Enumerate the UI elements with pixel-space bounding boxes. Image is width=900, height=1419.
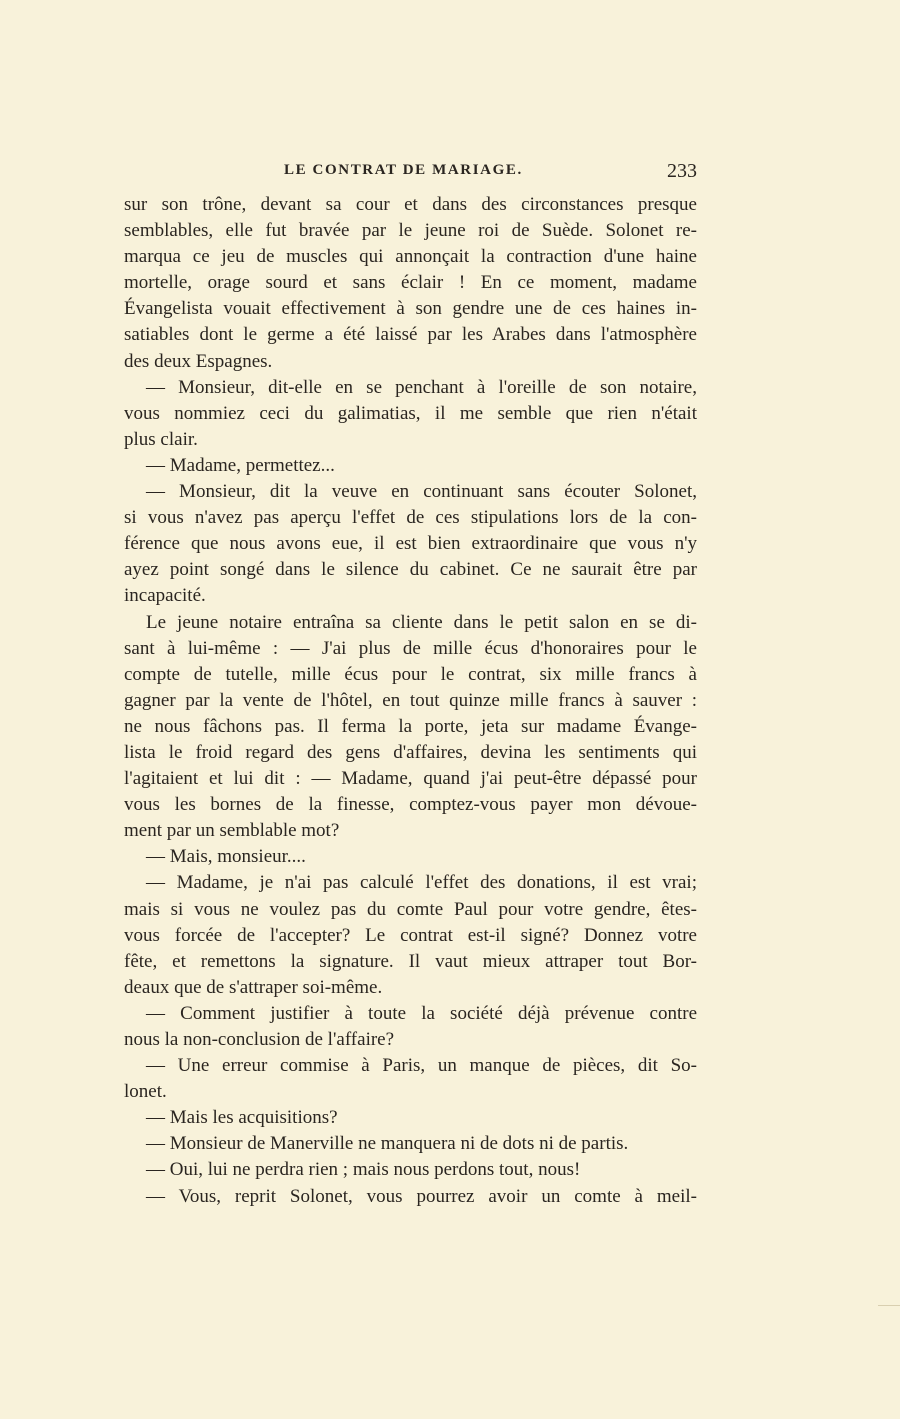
text-line: incapacité. [124, 585, 206, 607]
text-line: l'agitaient et lui dit : — Madame, quand j'ai peut-être dépassé pour [124, 768, 697, 790]
text-line: compte de tutelle, mille écus pour le contrat, six mille francs à [124, 663, 697, 685]
text-line: — Oui, lui ne perdra rien ; mais nous perdons tout, nous! [146, 1159, 581, 1181]
running-header [124, 160, 697, 186]
paragraph [124, 453, 697, 479]
text-line: — Monsieur, dit-elle en se penchant à l'oreille de son notaire, [146, 376, 697, 398]
text-line: — Mais, monsieur.... [146, 846, 306, 868]
paragraph [124, 610, 697, 845]
text-line: satiables dont le germe a été laissé par les Arabes dans l'atmosphère [124, 324, 697, 346]
paragraph [124, 844, 697, 870]
text-line: marqua ce jeu de muscles qui annonçait la contraction d'une haine [124, 246, 697, 268]
text-line: — Madame, permettez... [146, 454, 335, 476]
text-line: nous la non-conclusion de l'affaire? [124, 1029, 395, 1050]
text-line: ment par un semblable mot? [124, 820, 340, 842]
text-line: lonet. [124, 1081, 167, 1103]
text-line: gagner par la vente de l'hôtel, en tout quinze mille francs à sauver : [124, 689, 697, 711]
text-line: férence que nous avons eue, il est bien extraordinaire que vous n'y [124, 533, 697, 555]
page-body-text [124, 192, 697, 1210]
text-line: — Comment justifier à toute la société déjà prévenue contre [146, 1002, 697, 1024]
text-line: plus clair. [124, 428, 198, 450]
running-title: LE CONTRAT DE MARIAGE. [284, 162, 523, 178]
paragraph [124, 1157, 697, 1183]
page-number: 233 [667, 160, 697, 182]
paragraph [124, 375, 697, 453]
text-line: fête, et remettons la signature. Il vaut mieux attraper tout Bor- [124, 950, 697, 972]
paragraph [124, 1001, 697, 1053]
text-line: des deux Espagnes. [124, 350, 273, 372]
text-line: lista le froid regard des gens d'affaires, devina les sentiments qui [124, 741, 697, 763]
text-line: vous forcée de l'accepter? Le contrat est-il signé? Donnez votre [124, 924, 697, 946]
page-edge-mark [878, 1305, 900, 1306]
text-line: — Madame, je n'ai pas calculé l'effet des donations, il est vrai; [146, 872, 697, 894]
paragraph [124, 1105, 697, 1131]
paragraph [124, 479, 697, 609]
text-line: vous nommiez ceci du galimatias, il me semble que rien n'était [124, 402, 697, 424]
paragraph [124, 1053, 697, 1105]
text-line: mortelle, orage sourd et sans éclair ! En ce moment, madame [124, 272, 697, 294]
text-line: mais si vous ne voulez pas du comte Paul pour votre gendre, êtes- [124, 898, 697, 920]
text-line: sant à lui-même : — J'ai plus de mille écus d'honoraires pour le [124, 637, 697, 659]
text-line: — Une erreur commise à Paris, un manque de pièces, dit So- [146, 1055, 697, 1077]
text-line: ne nous fâchons pas. Il ferma la porte, jeta sur madame Évange- [124, 715, 697, 737]
text-line: — Mais les acquisitions? [146, 1107, 338, 1129]
text-line: vous les bornes de la finesse, comptez-vous payer mon dévoue- [124, 794, 697, 816]
text-line: semblables, elle fut bravée par le jeune roi de Suède. Solonet re- [124, 220, 697, 242]
text-line: ayez point songé dans le silence du cabinet. Ce ne saurait être par [124, 559, 697, 581]
text-line: Évangelista vouait effectivement à son gendre une de ces haines in- [124, 298, 697, 320]
text-line: si vous n'avez pas aperçu l'effet de ces stipulations lors de la con- [124, 507, 697, 529]
text-line: Le jeune notaire entraîna sa cliente dans le petit salon en se di- [146, 611, 697, 633]
paragraph [124, 1184, 697, 1210]
text-line: — Monsieur, dit la veuve en continuant sans écouter Solonet, [146, 481, 697, 503]
text-line: deaux que de s'attraper soi-même. [124, 976, 383, 998]
paragraph [124, 192, 697, 375]
paragraph [124, 1131, 697, 1157]
text-line: sur son trône, devant sa cour et dans des circonstances presque [124, 194, 697, 215]
text-line: — Monsieur de Manerville ne manquera ni de dots ni de partis. [146, 1133, 629, 1155]
text-line: — Vous, reprit Solonet, vous pourrez avoir un comte à meil- [146, 1185, 697, 1207]
paragraph [124, 870, 697, 1000]
